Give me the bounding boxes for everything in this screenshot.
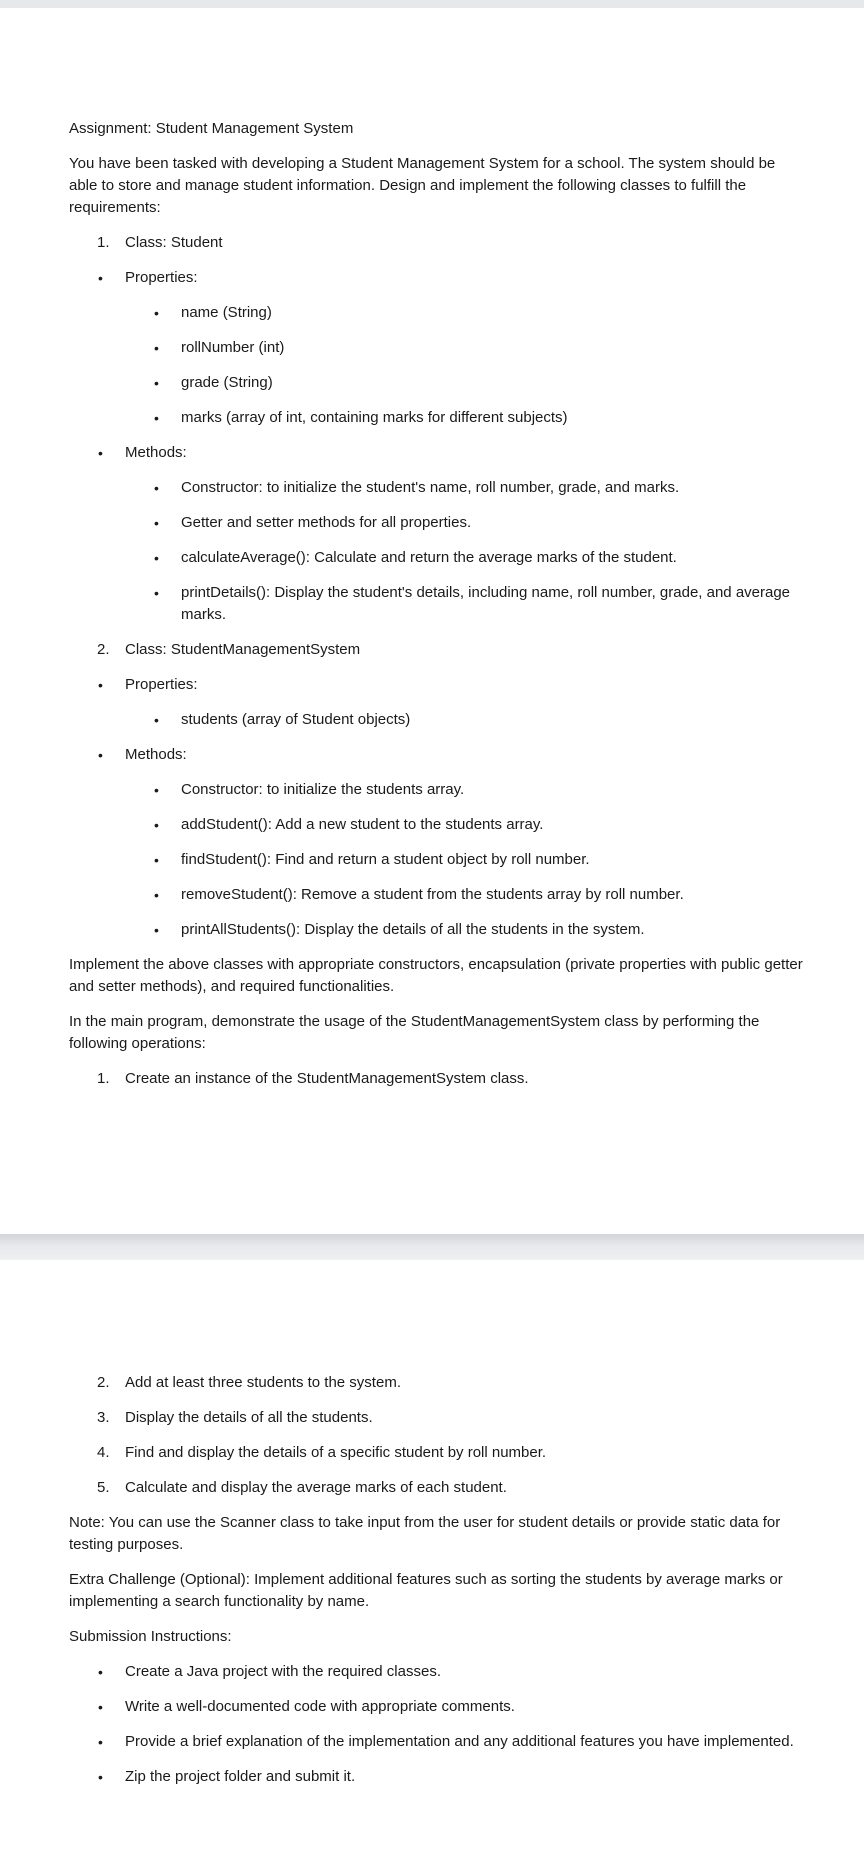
- list-item: [69, 582, 804, 626]
- list-item: [69, 884, 804, 906]
- bullet-icon: •: [154, 585, 159, 601]
- operation-item: [69, 1407, 804, 1429]
- operation-text: Create an instance of the StudentManagementSystem class.: [125, 1070, 529, 1087]
- method-text: removeStudent(): Remove a student from the students array by roll number.: [181, 886, 684, 903]
- extra-challenge-paragraph: Extra Challenge (Optional): Implement additional features such as sorting the students by average marks or implementing a search functionality by name.: [69, 1571, 783, 1610]
- bullet-icon: •: [154, 852, 159, 868]
- list-number: 5.: [97, 1479, 110, 1496]
- bullet-icon: •: [154, 375, 159, 391]
- list-item: [69, 849, 804, 871]
- list-number: 3.: [97, 1409, 110, 1426]
- submission-text: Provide a brief explanation of the implementation and any additional features you have implemented.: [125, 1733, 794, 1750]
- list-item: [69, 814, 804, 836]
- method-text: addStudent(): Add a new student to the students array.: [181, 816, 544, 833]
- bullet-icon: •: [154, 410, 159, 426]
- operation-item: [69, 1442, 804, 1464]
- method-text: Constructor: to initialize the students array.: [181, 781, 465, 798]
- bullet-icon: •: [98, 270, 103, 286]
- bullet-icon: •: [154, 712, 159, 728]
- document-page-1: [0, 8, 864, 1234]
- properties-label: Properties:: [125, 676, 198, 693]
- bullet-icon: •: [98, 1699, 103, 1715]
- class-1-methods-heading: [69, 442, 804, 464]
- page-1-content: [69, 118, 804, 1103]
- list-number: 1.: [97, 1070, 110, 1087]
- method-text: Getter and setter methods for all properties.: [181, 514, 472, 531]
- bullet-icon: •: [98, 1734, 103, 1750]
- bullet-icon: •: [154, 817, 159, 833]
- main-program-paragraph: In the main program, demonstrate the usage of the StudentManagementSystem class by performing the following operations:: [69, 1013, 760, 1052]
- bullet-icon: •: [154, 515, 159, 531]
- bullet-icon: •: [154, 305, 159, 321]
- list-item: [69, 1766, 804, 1788]
- list-item: [69, 1661, 804, 1683]
- viewer-top-strip: [0, 0, 864, 8]
- submission-text: Create a Java project with the required classes.: [125, 1663, 441, 1680]
- method-text: findStudent(): Find and return a student object by roll number.: [181, 851, 590, 868]
- assignment-title: Assignment: Student Management System: [69, 120, 354, 137]
- method-text: printDetails(): Display the student's details, including name, roll number, grade, and average marks.: [181, 584, 791, 623]
- operation-text: Add at least three students to the system.: [125, 1374, 401, 1391]
- operation-text: Calculate and display the average marks of each student.: [125, 1479, 507, 1496]
- method-text: printAllStudents(): Display the details of all the students in the system.: [181, 921, 645, 938]
- list-number: 1.: [97, 234, 110, 251]
- class-2-label: Class: StudentManagementSystem: [125, 641, 361, 658]
- bullet-icon: •: [154, 782, 159, 798]
- list-item: [69, 477, 804, 499]
- class-1-label: Class: Student: [125, 234, 223, 251]
- bullet-icon: •: [98, 1664, 103, 1680]
- bullet-icon: •: [98, 445, 103, 461]
- bullet-icon: •: [154, 922, 159, 938]
- property-text: name (String): [181, 304, 272, 321]
- list-item: [69, 407, 804, 429]
- list-item: [69, 919, 804, 941]
- list-item: [69, 547, 804, 569]
- list-item: [69, 709, 804, 731]
- document-page-2: [0, 1260, 864, 1872]
- list-item: [69, 302, 804, 324]
- list-item: [69, 337, 804, 359]
- submission-heading: Submission Instructions:: [69, 1628, 232, 1645]
- list-number: 2.: [97, 1374, 110, 1391]
- bullet-icon: •: [154, 480, 159, 496]
- intro-paragraph: You have been tasked with developing a Student Management System for a school. The system should be able to store and manage student information. Design and implement the following classes to fulfill the requirements:: [69, 155, 776, 216]
- class-2-properties-heading: [69, 674, 804, 696]
- operation-text: Find and display the details of a specific student by roll number.: [125, 1444, 547, 1461]
- class-1-properties-heading: [69, 267, 804, 289]
- operation-item: [69, 1372, 804, 1394]
- list-item: [69, 1731, 804, 1753]
- submission-text: Zip the project folder and submit it.: [125, 1768, 356, 1785]
- bullet-icon: •: [98, 677, 103, 693]
- note-paragraph: Note: You can use the Scanner class to take input from the user for student details or provide static data for testing purposes.: [69, 1514, 781, 1553]
- page-separator: [0, 1234, 864, 1260]
- bullet-icon: •: [98, 1769, 103, 1785]
- methods-label: Methods:: [125, 444, 187, 461]
- method-text: Constructor: to initialize the student's name, roll number, grade, and marks.: [181, 479, 680, 496]
- list-item: [69, 779, 804, 801]
- property-text: rollNumber (int): [181, 339, 285, 356]
- property-text: grade (String): [181, 374, 273, 391]
- bullet-icon: •: [154, 550, 159, 566]
- methods-label: Methods:: [125, 746, 187, 763]
- list-number: 4.: [97, 1444, 110, 1461]
- bullet-icon: •: [154, 340, 159, 356]
- properties-label: Properties:: [125, 269, 198, 286]
- bullet-icon: •: [98, 747, 103, 763]
- list-item: [69, 1696, 804, 1718]
- operation-item: [69, 1068, 804, 1090]
- operation-text: Display the details of all the students.: [125, 1409, 373, 1426]
- operation-item: [69, 1477, 804, 1499]
- list-item: [69, 512, 804, 534]
- submission-text: Write a well-documented code with appropriate comments.: [125, 1698, 515, 1715]
- class-1-heading: [69, 232, 804, 254]
- class-2-heading: [69, 639, 804, 661]
- property-text: students (array of Student objects): [181, 711, 411, 728]
- bullet-icon: •: [154, 887, 159, 903]
- property-text: marks (array of int, containing marks for different subjects): [181, 409, 568, 426]
- list-number: 2.: [97, 641, 110, 658]
- method-text: calculateAverage(): Calculate and return the average marks of the student.: [181, 549, 677, 566]
- implement-paragraph: Implement the above classes with appropriate constructors, encapsulation (private properties with public getter and setter methods), and required functionalities.: [69, 956, 803, 995]
- list-item: [69, 372, 804, 394]
- class-2-methods-heading: [69, 744, 804, 766]
- page-2-content: [69, 1372, 804, 1801]
